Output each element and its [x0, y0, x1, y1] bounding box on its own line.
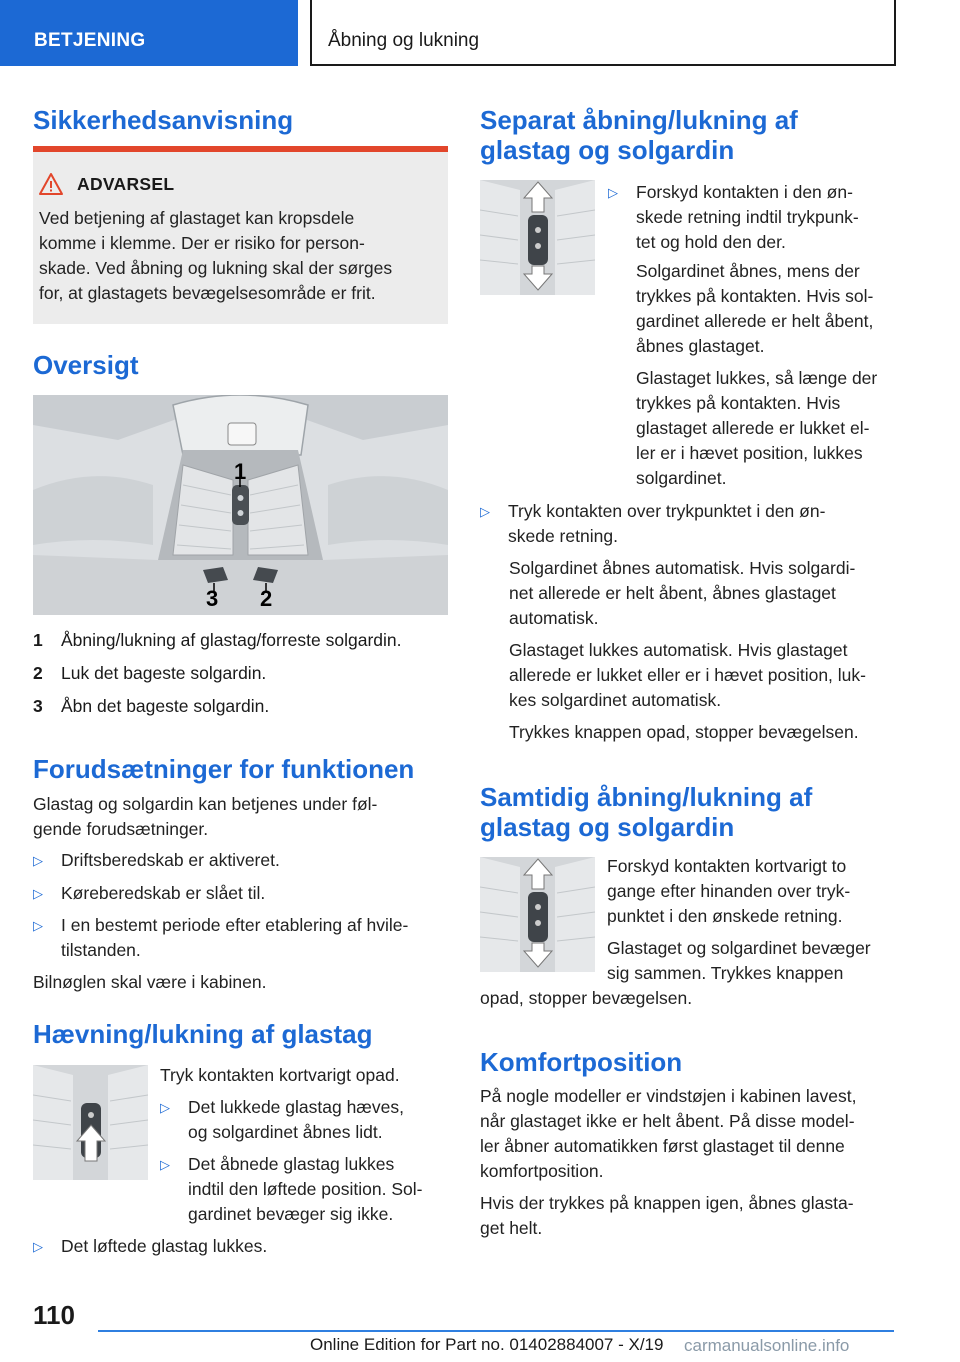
separate-bullet2-para3	[509, 638, 866, 713]
comfort-heading: Komfortposition	[480, 1047, 683, 1077]
callout-3: 3	[206, 586, 219, 611]
text-line: komfortposition.	[480, 1161, 604, 1181]
bullet-text	[188, 1095, 404, 1145]
bullet-text	[508, 499, 825, 549]
text-line: når glastaget ikke er helt åbent. På disse model-	[480, 1111, 855, 1131]
text-line: Forskyd kontakten i den øn-	[636, 182, 853, 202]
overview-heading: Oversigt	[33, 350, 139, 380]
text-line: tilstanden.	[61, 940, 141, 960]
text-line: I en bestemt periode efter etablering af hvile-	[61, 915, 409, 935]
comfort-para1	[480, 1084, 856, 1184]
text-line: skede retning indtil trykpunk-	[636, 207, 859, 227]
text-line: sig sammen. Trykkes knappen	[607, 963, 844, 983]
text-line: Glastag og solgardin kan betjenes under føl-	[33, 794, 378, 814]
simultaneous-para2	[607, 936, 871, 986]
text-line: Forskyd kontakten kortvarigt to	[607, 856, 847, 876]
text-line: trykkes på kontakten. Hvis sol-	[636, 286, 874, 306]
text-line: automatisk.	[509, 608, 599, 628]
text-line: gardinet bevæger sig ikke.	[188, 1204, 394, 1224]
section-label: BETJENING	[34, 30, 146, 51]
heading-line: Samtidig åbning/lukning af	[480, 782, 813, 812]
bullet-item	[33, 881, 448, 906]
text-line: glastaget allerede er lukket el-	[636, 418, 870, 438]
warning-line: skade. Ved åbning og lukning skal der sørges	[39, 258, 393, 278]
heading-line: glastag og solgardin	[480, 812, 735, 842]
simultaneous-para2-end: opad, stopper bevægelsen.	[480, 988, 693, 1008]
text-line: skede retning.	[508, 526, 618, 546]
bullet-triangle-icon: ▷	[160, 1100, 170, 1115]
requirements-heading: Forudsætninger for funktionen	[33, 754, 415, 784]
separate-bullet2-para2	[509, 556, 855, 631]
separate-bullet1-para3	[636, 366, 877, 491]
warning-text	[39, 206, 392, 306]
chapter-header	[310, 0, 896, 66]
callout-2: 2	[260, 586, 273, 611]
warning-line: for, at glastagets bevægelsesområde er frit.	[39, 283, 376, 303]
safety-heading: Sikkerhedsanvisning	[33, 105, 294, 135]
text-line: allerede er lukket eller er i hævet position, luk-	[509, 665, 866, 685]
footer-rule	[98, 1330, 894, 1332]
bullet-text	[636, 180, 859, 255]
bullet-text	[188, 1152, 422, 1227]
text-line: Det åbnede glastag lukkes	[188, 1154, 395, 1174]
requirements-outro: Bilnøglen skal være i kabinen.	[33, 972, 267, 992]
tilt-intro: Tryk kontakten kortvarigt opad.	[160, 1065, 400, 1085]
warning-line: komme i klemme. Der er risiko for person-	[39, 233, 365, 253]
bullet-item	[33, 913, 448, 963]
text-line: På nogle modeller er vindstøjen i kabinen lavest,	[480, 1086, 857, 1106]
simultaneous-heading	[480, 782, 812, 842]
bullet-triangle-icon: ▷	[33, 853, 43, 868]
text-line: gardinet allerede er helt åbent,	[636, 311, 874, 331]
bullet-item	[160, 1095, 450, 1145]
heading-line: Separat åbning/lukning af	[480, 105, 798, 135]
text-line: og solgardinet åbnes lidt.	[188, 1122, 383, 1142]
bullet-triangle-icon: ▷	[608, 185, 618, 200]
section-tab	[0, 0, 298, 66]
text-line: get helt.	[480, 1218, 543, 1238]
text-line: Det lukkede glastag hæves,	[188, 1097, 404, 1117]
bullet-triangle-icon: ▷	[33, 918, 43, 933]
text-line: Glastaget lukkes, så længe der	[636, 368, 878, 388]
bullet-text: Køreberedskab er slået til.	[61, 883, 266, 903]
text-line: trykkes på kontakten. Hvis	[636, 393, 841, 413]
simultaneous-para1	[607, 854, 850, 929]
text-line: tet og hold den der.	[636, 232, 786, 252]
heading-line: glastag og solgardin	[480, 135, 735, 165]
legend-number: 1	[33, 630, 43, 650]
text-line: ler åbner automatikken først glastaget til denne	[480, 1136, 845, 1156]
legend-number: 3	[33, 696, 43, 716]
edition-text: Online Edition for Part no. 01402884007 - X/19	[310, 1335, 664, 1354]
overhead-console-image	[33, 395, 448, 615]
overview-legend	[33, 628, 448, 716]
legend-text: Luk det bageste solgardin.	[61, 663, 267, 683]
page-number: 110	[33, 1300, 75, 1330]
text-line: net allerede er helt åbent, åbnes glastaget	[509, 583, 836, 603]
separate-heading	[480, 105, 798, 165]
text-line: Glastaget lukkes automatisk. Hvis glastaget	[509, 640, 848, 660]
text-line: Solgardinet åbnes automatisk. Hvis solgardi-	[509, 558, 856, 578]
text-line: punktet i den ønskede retning.	[607, 906, 843, 926]
text-line: Solgardinet åbnes, mens der	[636, 261, 860, 281]
warning-label: ADVARSEL	[77, 174, 175, 194]
bullet-text: Driftsberedskab er aktiveret.	[61, 850, 280, 870]
text-line: solgardinet.	[636, 468, 727, 488]
bullet-item	[33, 848, 448, 873]
text-line: indtil den løftede position. Sol-	[188, 1179, 423, 1199]
switch-image-separate	[480, 180, 595, 295]
bullet-triangle-icon: ▷	[33, 886, 43, 901]
bullet-triangle-icon: ▷	[160, 1157, 170, 1172]
bullet-triangle-icon: ▷	[480, 504, 490, 519]
bullet-item	[33, 1234, 448, 1259]
comfort-para2	[480, 1191, 854, 1241]
text-line: kes solgardinet automatisk.	[509, 690, 722, 710]
bullet-item	[160, 1152, 450, 1227]
text-line: ler er i hævet position, lukkes	[636, 443, 863, 463]
legend-text: Åbning/lukning af glastag/forreste solgardin.	[61, 630, 402, 650]
separate-bullet1-para2	[636, 259, 873, 359]
bullet-item	[480, 499, 900, 549]
requirements-intro	[33, 792, 377, 842]
warning-line: Ved betjening af glastaget kan kropsdele	[39, 208, 355, 228]
legend-number: 2	[33, 663, 43, 683]
text-line: gange efter hinanden over tryk-	[607, 881, 851, 901]
chapter-title: Åbning og lukning	[328, 30, 480, 51]
legend-text: Åbn det bageste solgardin.	[61, 696, 270, 716]
text-line: åbnes glastaget.	[636, 336, 765, 356]
bullet-text	[61, 913, 408, 963]
switch-image-tilt	[33, 1065, 148, 1180]
separate-bullet2-para4: Trykkes knappen opad, stopper bevægelsen.	[509, 722, 859, 742]
switch-image-simultaneous	[480, 857, 595, 972]
bullet-triangle-icon: ▷	[33, 1239, 43, 1254]
bullet-text: Det løftede glastag lukkes.	[61, 1236, 268, 1256]
text-line: Hvis der trykkes på knappen igen, åbnes glasta-	[480, 1193, 854, 1213]
text-line: gende forudsætninger.	[33, 819, 209, 839]
text-line: Tryk kontakten over trykpunktet i den øn-	[508, 501, 826, 521]
watermark: carmanualsonline.info	[684, 1336, 850, 1355]
callout-1: 1	[234, 459, 247, 484]
text-line: Glastaget og solgardinet bevæger	[607, 938, 871, 958]
bullet-item	[608, 180, 898, 255]
warning-triangle-icon	[38, 172, 64, 196]
tilt-heading: Hævning/lukning af glastag	[33, 1019, 373, 1049]
